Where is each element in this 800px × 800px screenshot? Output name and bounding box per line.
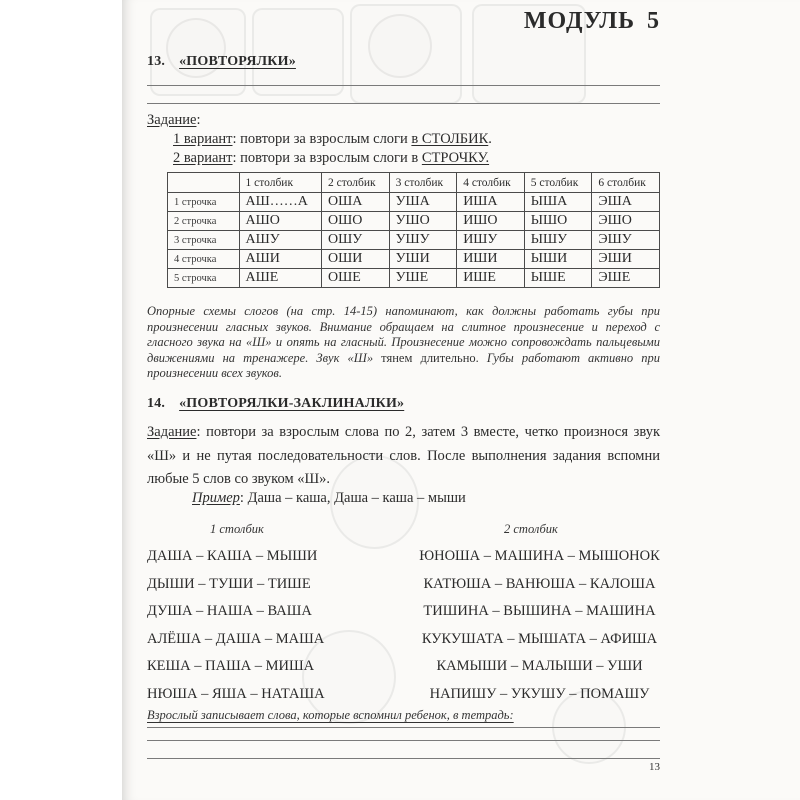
syllable-cell: ЫШЕ [524, 269, 592, 288]
variant-1-label: 1 вариант [173, 131, 233, 147]
column-header: 2 столбик [322, 173, 390, 193]
word-chain: КАМЫШИ – МАЛЫШИ – УШИ [436, 658, 643, 674]
syllable-cell: УШИ [389, 250, 457, 269]
variant-2-line [147, 149, 660, 168]
word-chain: КЕША – ПАША – МИША [147, 658, 315, 674]
section-14-heading [147, 396, 660, 412]
word-chain: ТИШИНА – ВЫШИНА – МАШИНА [423, 603, 656, 619]
writing-line [147, 740, 660, 741]
syllable-cell: ЭШО [592, 212, 660, 231]
table-row [168, 231, 660, 250]
syllable-cell: АШЕ [239, 269, 322, 288]
syllable-cell: АШ……А [239, 193, 322, 212]
writing-line [147, 758, 660, 759]
column-header: 1 столбик [239, 173, 322, 193]
word-chain: НАПИШУ – УКУШУ – ПОМАШУ [429, 685, 650, 702]
word-chain: НЮША – ЯША – НАТАША [147, 685, 325, 702]
column-header: 5 столбик [524, 173, 592, 193]
word-column-2 [397, 543, 682, 708]
column-2-header: 2 столбик [504, 522, 558, 536]
syllable-cell: ЫШО [524, 212, 592, 231]
word-chain: КУКУШАТА – МЫШАТА – АФИША [421, 630, 658, 647]
syllable-cell: ИШИ [457, 250, 525, 269]
syllable-cell: ЫШИ [524, 250, 592, 269]
row-label: 4 строчка [168, 250, 240, 269]
variant-2-keyword: СТРОЧКУ. [421, 150, 490, 166]
syllable-cell: УШУ [389, 231, 457, 250]
variant-1-text: : повтори за взрослым слоги [232, 131, 412, 147]
note-text: Губы работают активно при произнесении всех звуков. [147, 350, 660, 381]
table-row [168, 193, 660, 212]
module-number: 5 [647, 8, 660, 34]
variant-2-label: 2 вариант [173, 150, 233, 166]
word-chain: ЮНОША – МАШИНА – МЫШОНОК [419, 548, 660, 564]
section-13-number: 13. [147, 54, 166, 69]
syllable-cell: АШО [239, 212, 322, 231]
column-header: 3 столбик [389, 173, 457, 193]
section-14-number: 14. [147, 396, 166, 411]
syllable-cell: АШИ [239, 250, 322, 269]
row-label: 1 строчка [168, 193, 240, 212]
footer-instruction [147, 708, 660, 728]
table-row [168, 250, 660, 269]
module-header [147, 8, 660, 35]
syllable-cell: ОША [322, 193, 390, 212]
syllable-cell: ЭШИ [592, 250, 660, 269]
table-row [168, 269, 660, 288]
variant-1-line [147, 130, 660, 149]
syllable-cell: ИША [457, 193, 525, 212]
footer-instruction-text: Взрослый записывает слова, которые вспомнил ребенок, в тетрадь: [147, 708, 514, 722]
variant-2-text: : повтори за взрослым слоги в [232, 150, 422, 166]
syllable-cell: ОШЕ [322, 269, 390, 288]
page-number: 13 [649, 761, 660, 773]
section-13-task [147, 111, 660, 168]
section-14-title: «ПОВТОРЯЛКИ-ЗАКЛИНАЛКИ» [179, 396, 405, 411]
word-column-1 [147, 543, 325, 708]
row-label: 5 строчка [168, 269, 240, 288]
syllable-cell: ОШО [322, 212, 390, 231]
word-chain: КАТЮША – ВАНЮША – КАЛОША [423, 575, 656, 592]
task-label: Задание [147, 112, 197, 128]
syllable-cell: ИШУ [457, 231, 525, 250]
syllable-cell: ЭША [592, 193, 660, 212]
column-1-header: 1 столбик [210, 522, 264, 536]
syllable-cell: ЭШЕ [592, 269, 660, 288]
syllable-cell: ЭШУ [592, 231, 660, 250]
column-header: 4 столбик [457, 173, 525, 193]
section-14-task [147, 421, 660, 492]
syllable-cell: УША [389, 193, 457, 212]
syllable-cell: УШЕ [389, 269, 457, 288]
table-header-row [168, 173, 660, 193]
syllable-cell: ИШО [457, 212, 525, 231]
example-label: Пример [192, 490, 240, 506]
word-chain: ДЫШИ – ТУШИ – ТИШЕ [147, 575, 311, 592]
task-label-line [147, 111, 660, 130]
corner-cell [168, 173, 240, 193]
variant-1-tail: . [488, 131, 492, 147]
writing-line [147, 85, 660, 86]
syllable-table [167, 172, 660, 288]
table-row [168, 212, 660, 231]
row-label: 2 строчка [168, 212, 240, 231]
column-header: 6 столбик [592, 173, 660, 193]
methodical-note [147, 304, 660, 382]
syllable-cell: УШО [389, 212, 457, 231]
section-13-title: «ПОВТОРЯЛКИ» [179, 54, 296, 69]
syllable-cell: ОШУ [322, 231, 390, 250]
row-label: 3 строчка [168, 231, 240, 250]
note-emphasis: тянем длительно. [381, 350, 479, 365]
syllable-cell: ИШЕ [457, 269, 525, 288]
variant-1-keyword: в СТОЛБИК [411, 131, 489, 147]
task-label: Задание [147, 424, 197, 440]
task-text: : повтори за взрослым слова по 2, затем 3 вместе, четко произнося звук «Ш» и не путая последовательности слов. После выполнения задания вспомни любые 5 слов со звуком «Ш». [147, 424, 660, 487]
section-13-heading [147, 54, 660, 70]
word-chain: ДУША – НАША – ВАША [147, 603, 312, 619]
module-label: МОДУЛЬ [523, 8, 635, 34]
syllable-cell: ОШИ [322, 250, 390, 269]
example-text: : Даша – каша, Даша – каша – мыши [239, 490, 466, 506]
example-line [147, 490, 705, 507]
syllable-cell: ЫШУ [524, 231, 592, 250]
word-chain: АЛЁША – ДАША – МАША [147, 630, 325, 647]
syllable-cell: АШУ [239, 231, 322, 250]
page-content [147, 0, 660, 800]
syllable-cell: ЫША [524, 193, 592, 212]
note-text: Опорные схемы слогов (на стр. 14-15) напоминают, как должны работать губы при произнесении гласных звуков. Внимание обращаем на слитное произнесение и переход с гласного звука на «Ш» и опять на гласный. Произнесение можно сопровождать пальцевыми движениями на тренажере. Звук «Ш» [147, 304, 660, 365]
word-chain: ДАША – КАША – МЫШИ [147, 548, 318, 564]
task-colon: : [196, 112, 201, 128]
writing-line [147, 103, 660, 104]
